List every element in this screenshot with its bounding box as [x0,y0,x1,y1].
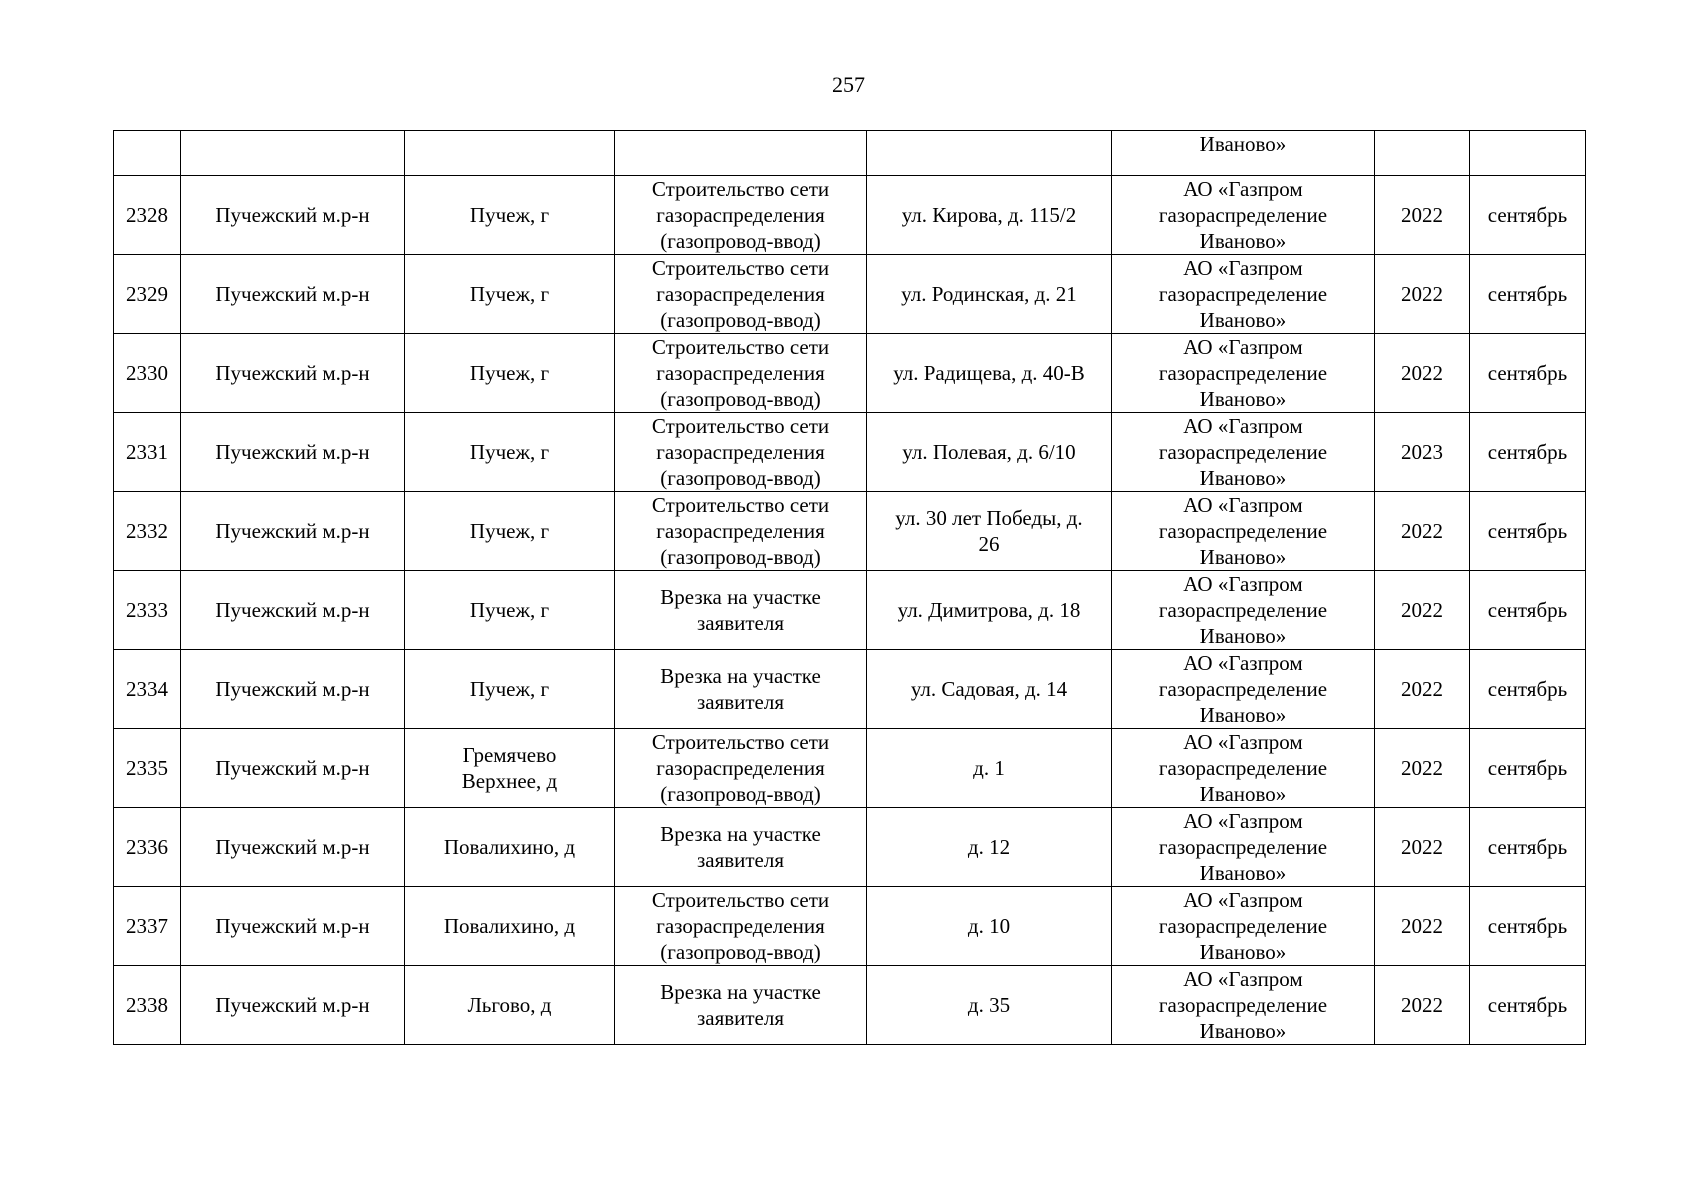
cell-month: сентябрь [1470,729,1586,808]
cell-locality [405,131,615,176]
cell-address: д. 12 [867,808,1112,887]
cell-year: 2022 [1375,650,1470,729]
cell-number: 2329 [114,255,181,334]
cell-year: 2022 [1375,887,1470,966]
cell-organization: АО «Газпром газораспределение Иваново» [1112,413,1375,492]
table-row [114,334,1586,413]
cell-work-type: Строительство сети газораспределения (газопровод-ввод) [615,176,867,255]
cell-locality: Пучеж, г [405,255,615,334]
cell-number: 2338 [114,966,181,1045]
cell-district: Пучежский м.р-н [181,571,405,650]
cell-month [1470,131,1586,176]
gasification-schedule-table [113,130,1586,1045]
table-row [114,729,1586,808]
cell-organization: АО «Газпром газораспределение Иваново» [1112,571,1375,650]
table-row [114,413,1586,492]
cell-number: 2334 [114,650,181,729]
cell-month: сентябрь [1470,966,1586,1045]
cell-work-type: Строительство сети газораспределения (газопровод-ввод) [615,413,867,492]
cell-number: 2336 [114,808,181,887]
cell-locality: Пучеж, г [405,571,615,650]
cell-district: Пучежский м.р-н [181,887,405,966]
cell-month: сентябрь [1470,887,1586,966]
cell-address: д. 1 [867,729,1112,808]
cell-organization: АО «Газпром газораспределение Иваново» [1112,492,1375,571]
cell-locality: Льгово, д [405,966,615,1045]
cell-month: сентябрь [1470,492,1586,571]
cell-work-type: Врезка на участке заявителя [615,650,867,729]
cell-address: ул. 30 лет Победы, д. 26 [867,492,1112,571]
table-row [114,492,1586,571]
cell-month: сентябрь [1470,255,1586,334]
cell-organization: АО «Газпром газораспределение Иваново» [1112,176,1375,255]
cell-district: Пучежский м.р-н [181,808,405,887]
cell-address: ул. Радищева, д. 40-В [867,334,1112,413]
cell-address [867,131,1112,176]
table-row [114,966,1586,1045]
cell-year: 2022 [1375,255,1470,334]
cell-work-type: Строительство сети газораспределения (газопровод-ввод) [615,887,867,966]
cell-district: Пучежский м.р-н [181,334,405,413]
cell-number: 2331 [114,413,181,492]
cell-address: д. 35 [867,966,1112,1045]
cell-district: Пучежский м.р-н [181,966,405,1045]
cell-locality: Пучеж, г [405,492,615,571]
cell-work-type: Строительство сети газораспределения (газопровод-ввод) [615,255,867,334]
cell-year: 2022 [1375,966,1470,1045]
cell-work-type [615,131,867,176]
cell-district: Пучежский м.р-н [181,650,405,729]
cell-organization: АО «Газпром газораспределение Иваново» [1112,887,1375,966]
cell-number: 2333 [114,571,181,650]
cell-month: сентябрь [1470,650,1586,729]
cell-work-type: Врезка на участке заявителя [615,808,867,887]
cell-number [114,131,181,176]
cell-organization: АО «Газпром газораспределение Иваново» [1112,966,1375,1045]
cell-address: ул. Полевая, д. 6/10 [867,413,1112,492]
cell-district: Пучежский м.р-н [181,492,405,571]
cell-work-type: Строительство сети газораспределения (газопровод-ввод) [615,492,867,571]
cell-locality: Гремячево Верхнее, д [405,729,615,808]
cell-month: сентябрь [1470,413,1586,492]
cell-month: сентябрь [1470,176,1586,255]
cell-district [181,131,405,176]
table-row [114,650,1586,729]
cell-district: Пучежский м.р-н [181,413,405,492]
cell-work-type: Врезка на участке заявителя [615,571,867,650]
cell-locality: Пучеж, г [405,334,615,413]
cell-address: д. 10 [867,887,1112,966]
cell-district: Пучежский м.р-н [181,255,405,334]
cell-number: 2330 [114,334,181,413]
cell-locality: Пучеж, г [405,650,615,729]
cell-organization: АО «Газпром газораспределение Иваново» [1112,255,1375,334]
cell-work-type: Строительство сети газораспределения (газопровод-ввод) [615,729,867,808]
cell-locality: Пучеж, г [405,413,615,492]
cell-organization: Иваново» [1112,131,1375,176]
cell-year: 2022 [1375,492,1470,571]
page-number: 257 [832,72,865,97]
table-body [114,131,1586,1045]
cell-number: 2335 [114,729,181,808]
cell-year: 2023 [1375,413,1470,492]
cell-organization: АО «Газпром газораспределение Иваново» [1112,650,1375,729]
table-row [114,887,1586,966]
cell-organization: АО «Газпром газораспределение Иваново» [1112,334,1375,413]
cell-year: 2022 [1375,729,1470,808]
cell-address: ул. Димитрова, д. 18 [867,571,1112,650]
cell-district: Пучежский м.р-н [181,729,405,808]
table-row [114,571,1586,650]
cell-number: 2332 [114,492,181,571]
cell-year: 2022 [1375,176,1470,255]
cell-year [1375,131,1470,176]
cell-locality: Повалихино, д [405,808,615,887]
cell-address: ул. Кирова, д. 115/2 [867,176,1112,255]
cell-address: ул. Садовая, д. 14 [867,650,1112,729]
cell-month: сентябрь [1470,334,1586,413]
cell-number: 2337 [114,887,181,966]
cell-locality: Пучеж, г [405,176,615,255]
table-row [114,808,1586,887]
cell-month: сентябрь [1470,571,1586,650]
cell-year: 2022 [1375,571,1470,650]
cell-district: Пучежский м.р-н [181,176,405,255]
cell-work-type: Строительство сети газораспределения (газопровод-ввод) [615,334,867,413]
continuation-row [114,131,1586,176]
table-row [114,255,1586,334]
cell-year: 2022 [1375,334,1470,413]
cell-locality: Повалихино, д [405,887,615,966]
cell-month: сентябрь [1470,808,1586,887]
cell-work-type: Врезка на участке заявителя [615,966,867,1045]
cell-year: 2022 [1375,808,1470,887]
cell-number: 2328 [114,176,181,255]
table-row [114,176,1586,255]
cell-address: ул. Родинская, д. 21 [867,255,1112,334]
cell-organization: АО «Газпром газораспределение Иваново» [1112,808,1375,887]
cell-organization: АО «Газпром газораспределение Иваново» [1112,729,1375,808]
